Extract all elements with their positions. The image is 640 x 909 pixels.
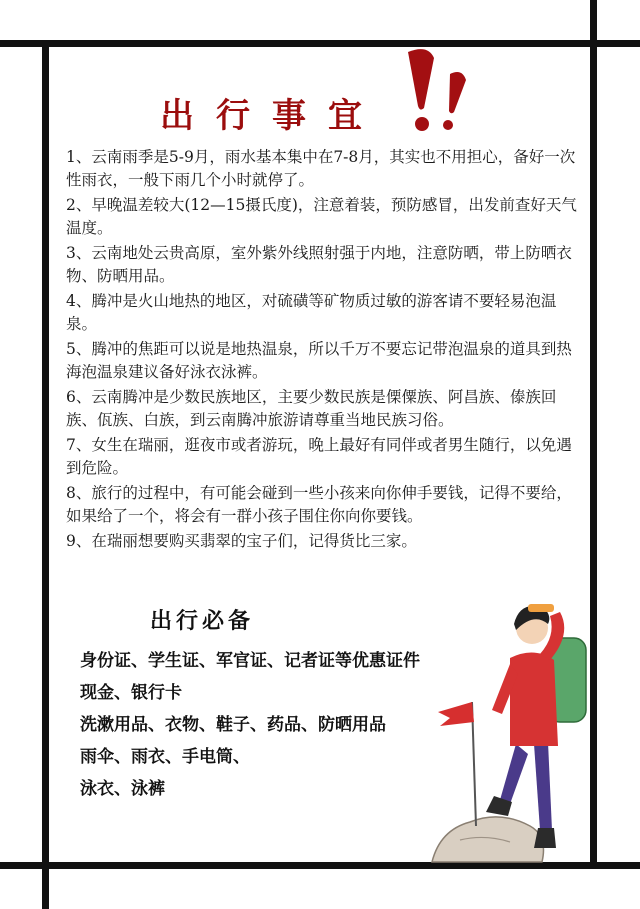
note-item: 9、在瑞丽想要购买翡翠的宝子们，记得货比三家。 [66, 532, 417, 550]
note-item: 1、云南雨季是5-9月，雨水基本集中在7-8月，其实也不用担心，备好一次性雨衣，一般下雨几个小时就停了。 [66, 148, 576, 189]
essentials-item: 泳衣、泳裤 [80, 779, 165, 799]
note-item: 2、早晚温差较大(12—15摄氏度)，注意着装，预防感冒，出发前查好天气温度。 [66, 196, 577, 237]
page-title: 出行事宜 [160, 96, 384, 136]
essentials-item: 身份证、学生证、军官证、记者证等优惠证件 [80, 651, 420, 671]
essentials-title: 出行必备 [150, 609, 255, 634]
essentials-list [80, 650, 420, 810]
note-item: 8、旅行的过程中，有可能会碰到一些小孩来向你伸手要钱，记得不要给，如果给了一个，将会有一群小孩子围住你向你要钱。 [66, 484, 572, 525]
hiker-illustration [430, 590, 610, 870]
note-item: 7、女生在瑞丽，逛夜市或者游玩，晚上最好有同伴或者男生随行，以免遇到危险。 [66, 436, 572, 477]
essentials-item: 洗漱用品、衣物、鞋子、药品、防晒用品 [80, 715, 386, 735]
notes-list [66, 146, 586, 556]
essentials-item: 雨伞、雨衣、手电筒、 [80, 747, 250, 767]
frame-left-line [42, 40, 49, 909]
note-item: 6、云南腾冲是少数民族地区，主要少数民族是傈僳族、阿昌族、傣族回族、佤族、白族，到云南腾冲旅游请尊重当地民族习俗。 [66, 388, 557, 429]
note-item: 4、腾冲是火山地热的地区，对硫磺等矿物质过敏的游客请不要轻易泡温泉。 [66, 292, 557, 333]
note-item: 5、腾冲的焦距可以说是地热温泉，所以千万不要忘记带泡温泉的道具到热海泡温泉建议备好泳衣泳裤。 [66, 340, 572, 381]
frame-top-line [0, 40, 640, 47]
note-item: 3、云南地处云贵高原，室外紫外线照射强于内地，注意防晒，带上防晒衣物、防晒用品。 [66, 244, 572, 285]
essentials-item: 现金、银行卡 [80, 683, 182, 703]
exclamation-marks-icon [400, 46, 480, 136]
